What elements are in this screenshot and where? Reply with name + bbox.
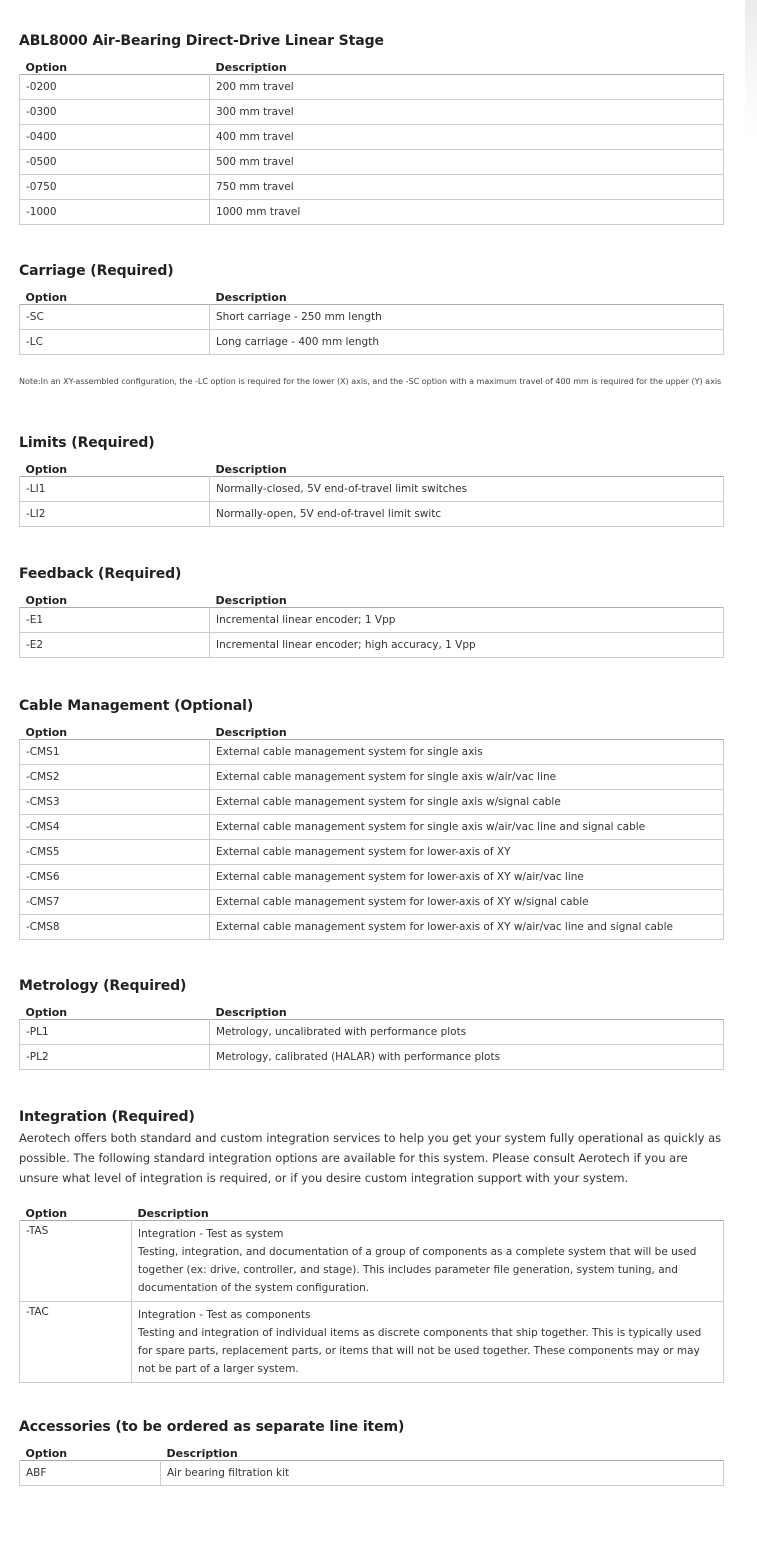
option-description: External cable management system for single axis w/air/vac line and signal cable [210, 815, 724, 840]
option-description: 400 mm travel [210, 125, 724, 150]
section-title: Feedback (Required) [19, 566, 182, 582]
carriage-note: Note:In an XY-assembled configuration, the -LC option is required for the lower (X) axis, and the -SC option with a maximum travel of 400 mm is required for the upper (Y) axis [19, 377, 722, 386]
section-limits [19, 432, 724, 527]
options-table [19, 721, 724, 940]
option-code: -0500 [20, 150, 210, 175]
option-code: -CMS5 [20, 840, 210, 865]
section-integration [19, 1106, 724, 1383]
option-description: Normally-closed, 5V end-of-travel limit switches [210, 477, 724, 502]
section-title: Integration (Required) [19, 1109, 195, 1125]
table-row [20, 1045, 724, 1070]
table-row [20, 1020, 724, 1045]
option-description: Short carriage - 250 mm length [210, 305, 724, 330]
options-table [19, 286, 724, 355]
table-row [20, 100, 724, 125]
table-row [20, 840, 724, 865]
table-row [20, 477, 724, 502]
option-code: -CMS3 [20, 790, 210, 815]
section-title: Metrology (Required) [19, 978, 187, 994]
option-title: Integration - Test as components [138, 1309, 311, 1321]
table-row [20, 1221, 724, 1302]
option-description: 1000 mm travel [210, 200, 724, 225]
section-accessories [19, 1416, 724, 1486]
table-row [20, 330, 724, 355]
section-metrology [19, 975, 724, 1070]
option-description [132, 1302, 724, 1383]
column-header-option: Option [25, 1447, 68, 1460]
table-row [20, 765, 724, 790]
table-row [20, 305, 724, 330]
integration-intro: Aerotech offers both standard and custom integration services to help you get your system fully operational as quickly as possible. The following standard integration options are available for this system. Please consult Aerotech if you are unsure what level of integration is required, or if you desire custom integration support with your system. [19, 1131, 722, 1185]
option-description: 300 mm travel [210, 100, 724, 125]
option-code: -CMS7 [20, 890, 210, 915]
option-code: -0750 [20, 175, 210, 200]
table-row [20, 502, 724, 527]
column-header-description: Description [166, 1447, 238, 1460]
option-description: External cable management system for single axis [210, 740, 724, 765]
option-code: -CMS8 [20, 915, 210, 940]
column-header-description: Description [215, 726, 287, 739]
option-code: -PL2 [20, 1045, 210, 1070]
option-description: Metrology, uncalibrated with performance plots [210, 1020, 724, 1045]
option-description: External cable management system for lower-axis of XY w/signal cable [210, 890, 724, 915]
option-description: External cable management system for single axis w/air/vac line [210, 765, 724, 790]
table-row [20, 150, 724, 175]
option-detail: Testing and integration of individual items as discrete components that ship together. This is typically used for spare parts, replacement parts, or items that will not be used together. These components may or may not be part of a larger system. [138, 1327, 702, 1375]
column-header-description: Description [215, 594, 287, 607]
column-header-description: Description [215, 61, 287, 74]
column-header-description: Description [215, 463, 287, 476]
table-row [20, 865, 724, 890]
options-table [19, 1442, 724, 1486]
option-code: -CMS6 [20, 865, 210, 890]
option-description: Air bearing filtration kit [161, 1461, 724, 1486]
section-feedback [19, 563, 724, 658]
option-code: -PL1 [20, 1020, 210, 1045]
table-row [20, 915, 724, 940]
option-code: -0400 [20, 125, 210, 150]
option-code: -0200 [20, 75, 210, 100]
option-description: External cable management system for single axis w/signal cable [210, 790, 724, 815]
table-row [20, 740, 724, 765]
column-header-option: Option [25, 1006, 68, 1019]
option-code: -CMS1 [20, 740, 210, 765]
option-description: Long carriage - 400 mm length [210, 330, 724, 355]
table-row [20, 608, 724, 633]
option-description: Metrology, calibrated (HALAR) with performance plots [210, 1045, 724, 1070]
column-header-option: Option [25, 61, 68, 74]
table-row [20, 200, 724, 225]
option-code: -TAC [20, 1302, 132, 1383]
option-detail: Testing, integration, and documentation of a group of components as a complete system that will be used together (ex: drive, controller, and stage). This includes parameter file generation, system tuning, and documentation of the system configuration. [138, 1246, 697, 1294]
table-header-row [20, 721, 724, 740]
option-description: External cable management system for lower-axis of XY [210, 840, 724, 865]
table-row [20, 633, 724, 658]
option-description: External cable management system for lower-axis of XY w/air/vac line and signal cable [210, 915, 724, 940]
options-table [19, 458, 724, 527]
table-row [20, 890, 724, 915]
column-header-option: Option [25, 291, 68, 304]
option-code: ABF [20, 1461, 161, 1486]
options-table [19, 1001, 724, 1070]
option-description: Incremental linear encoder; high accuracy, 1 Vpp [210, 633, 724, 658]
option-code: -TAS [20, 1221, 132, 1302]
option-description: External cable management system for lower-axis of XY w/air/vac line [210, 865, 724, 890]
column-header-description: Description [215, 291, 287, 304]
option-description: 500 mm travel [210, 150, 724, 175]
option-title: Integration - Test as system [138, 1228, 284, 1240]
options-table [19, 56, 724, 225]
table-header-row [20, 56, 724, 75]
table-row [20, 1302, 724, 1383]
table-header-row [20, 1202, 724, 1221]
section-stage [19, 30, 724, 225]
table-row [20, 1461, 724, 1486]
table-row [20, 815, 724, 840]
column-header-option: Option [25, 594, 68, 607]
option-code: -LI1 [20, 477, 210, 502]
column-header-option: Option [25, 1207, 68, 1220]
option-code: -E1 [20, 608, 210, 633]
table-header-row [20, 589, 724, 608]
section-title: Carriage (Required) [19, 263, 174, 279]
section-cable-management [19, 695, 724, 940]
option-description: Normally-open, 5V end-of-travel limit switc [210, 502, 724, 527]
options-table [19, 1202, 724, 1383]
option-code: -CMS2 [20, 765, 210, 790]
table-row [20, 175, 724, 200]
option-code: -1000 [20, 200, 210, 225]
table-row [20, 790, 724, 815]
table-header-row [20, 1442, 724, 1461]
column-header-description: Description [137, 1207, 209, 1220]
option-code: -SC [20, 305, 210, 330]
section-carriage [19, 260, 724, 355]
section-title: Cable Management (Optional) [19, 698, 254, 714]
option-code: -E2 [20, 633, 210, 658]
section-title: Accessories (to be ordered as separate line item) [19, 1419, 405, 1435]
option-description: Incremental linear encoder; 1 Vpp [210, 608, 724, 633]
column-header-description: Description [215, 1006, 287, 1019]
table-header-row [20, 458, 724, 477]
section-title: Limits (Required) [19, 435, 155, 451]
option-description: 750 mm travel [210, 175, 724, 200]
table-header-row [20, 286, 724, 305]
column-header-option: Option [25, 726, 68, 739]
option-description [132, 1221, 724, 1302]
table-header-row [20, 1001, 724, 1020]
options-table [19, 589, 724, 658]
option-code: -CMS4 [20, 815, 210, 840]
option-description: 200 mm travel [210, 75, 724, 100]
section-title: ABL8000 Air-Bearing Direct-Drive Linear Stage [19, 33, 384, 49]
table-row [20, 75, 724, 100]
option-code: -LC [20, 330, 210, 355]
table-row [20, 125, 724, 150]
option-code: -LI2 [20, 502, 210, 527]
option-code: -0300 [20, 100, 210, 125]
column-header-option: Option [25, 463, 68, 476]
